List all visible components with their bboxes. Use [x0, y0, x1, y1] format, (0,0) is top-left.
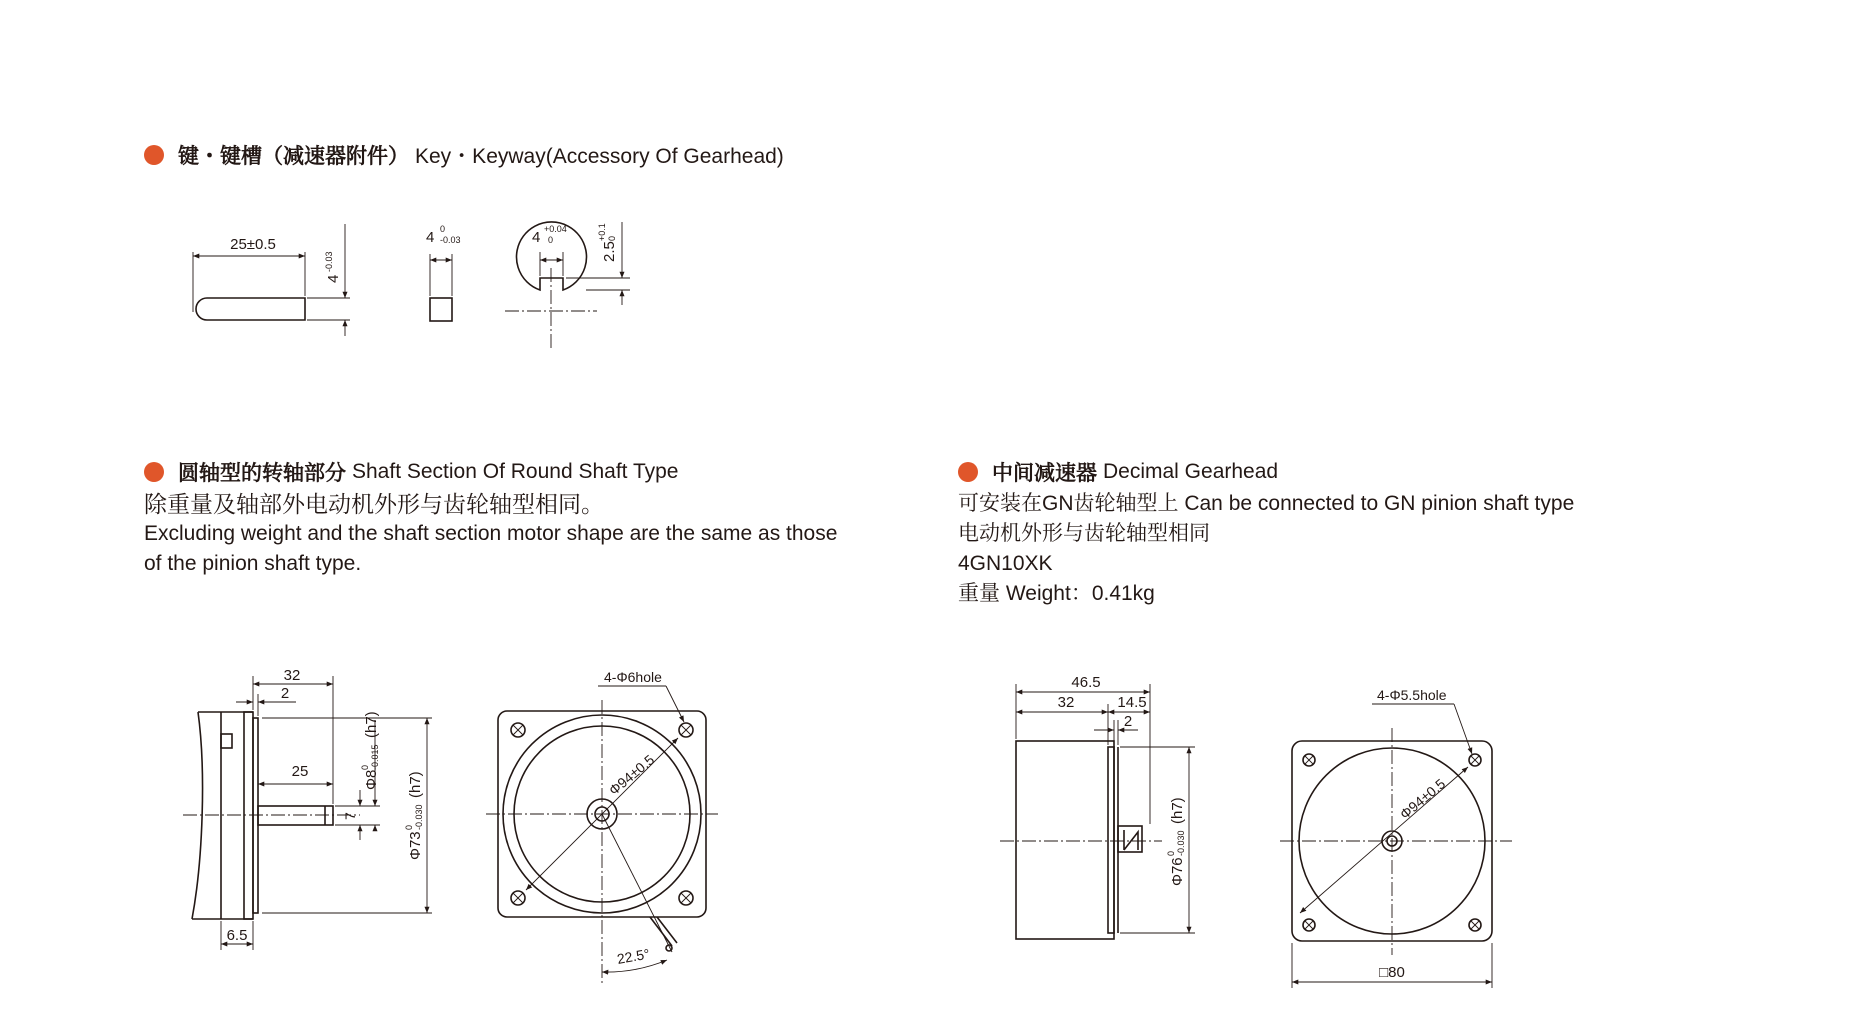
round-pilot-dia: Φ73: [407, 831, 424, 860]
decimal-pcd-label: Φ94±0.5: [1396, 775, 1449, 823]
round-shaft-front-view: [486, 669, 718, 985]
round-shaft-desc-en-1: Excluding weight and the shaft section motor shape are the same as those: [144, 522, 838, 545]
decimal-line-2: 电动机外形与齿轮轴型相同: [958, 522, 1210, 545]
round-dim-25: 25: [291, 763, 309, 780]
key-width-upper: 0: [440, 224, 446, 234]
decimal-pilot-fit: (h7): [1169, 797, 1186, 824]
round-pilot-fit: (h7): [407, 771, 424, 798]
round-shaft-dia-lower: -0.015: [370, 744, 380, 770]
decimal-model: 4GN10XK: [958, 552, 1053, 575]
round-shaft-fit: (h7): [363, 711, 380, 738]
round-shaft-side-view: [183, 667, 432, 950]
decimal-line-1: 可安装在GN齿轮轴型上 Can be connected to GN pinion shaft type: [958, 492, 1575, 515]
decimal-side-view: [1000, 674, 1195, 939]
round-dim-7: 7: [342, 812, 358, 820]
key-height-main: 4: [325, 274, 342, 283]
decimal-dim-2: 2: [1123, 713, 1133, 730]
decimal-pilot-dia-lower: -0.030: [1176, 830, 1186, 856]
key-height-tol: -0.03: [324, 251, 334, 272]
round-dim-2: 2: [280, 685, 290, 702]
keyway-width-main: 4: [532, 229, 541, 246]
decimal-holes-label: 4-Φ5.5hole: [1377, 687, 1447, 703]
decimal-square-label: □80: [1379, 964, 1405, 981]
keyway-depth-main: 2.5: [601, 241, 618, 262]
round-pilot-dia-upper: 0: [404, 824, 414, 830]
keyway-depth-lower: 0: [607, 235, 617, 241]
decimal-dim-32: 32: [1057, 694, 1075, 711]
key-cross-section: [426, 224, 461, 321]
round-pilot-dia-lower: -0.030: [414, 804, 424, 830]
key-width-lower: -0.03: [440, 235, 461, 245]
round-dim-32: 32: [283, 667, 301, 684]
keyway-shaft-section: [505, 222, 630, 350]
round-shaft-title-zh: 圆轴型的转轴部分: [178, 462, 346, 485]
decimal-gearhead-title-zh: 中间减速器: [992, 462, 1097, 485]
round-dim-6-5: 6.5: [226, 927, 248, 944]
round-shaft-dia: Φ8: [363, 769, 380, 790]
decimal-gearhead-title-en: Decimal Gearhead: [1103, 460, 1279, 483]
decimal-dim-14-5: 14.5: [1117, 694, 1147, 711]
round-angle-label: 22.5°: [615, 945, 651, 967]
decimal-pilot-dia: Φ76: [1169, 857, 1186, 886]
key-drawing: [193, 224, 350, 336]
keyway-width-upper: +0.04: [544, 224, 567, 234]
key-width-main: 4: [426, 229, 435, 246]
key-section-title-en: Key・Keyway(Accessory Of Gearhead): [415, 145, 784, 168]
decimal-front-view: [1280, 687, 1512, 988]
key-length-label: 25±0.5: [230, 236, 276, 253]
keyway-width-lower: 0: [548, 235, 554, 245]
round-holes-label: 4-Φ6hole: [604, 669, 662, 685]
decimal-pilot-dia-upper: 0: [1166, 850, 1176, 856]
round-pcd-label: Φ94±0.5: [605, 751, 658, 799]
round-shaft-desc-en-2: of the pinion shaft type.: [144, 552, 362, 575]
round-shaft-title-en: Shaft Section Of Round Shaft Type: [352, 460, 679, 483]
decimal-dim-46-5: 46.5: [1071, 674, 1101, 691]
round-shaft-desc-zh: 除重量及轴部外电动机外形与齿轮轴型相同。: [144, 491, 604, 517]
key-section-title-zh: 键・键槽（减速器附件）: [178, 145, 409, 168]
keyway-depth-upper: +0.1: [597, 223, 607, 241]
decimal-weight: 重量 Weight：0.41kg: [958, 582, 1155, 605]
round-shaft-dia-upper: 0: [360, 764, 370, 770]
